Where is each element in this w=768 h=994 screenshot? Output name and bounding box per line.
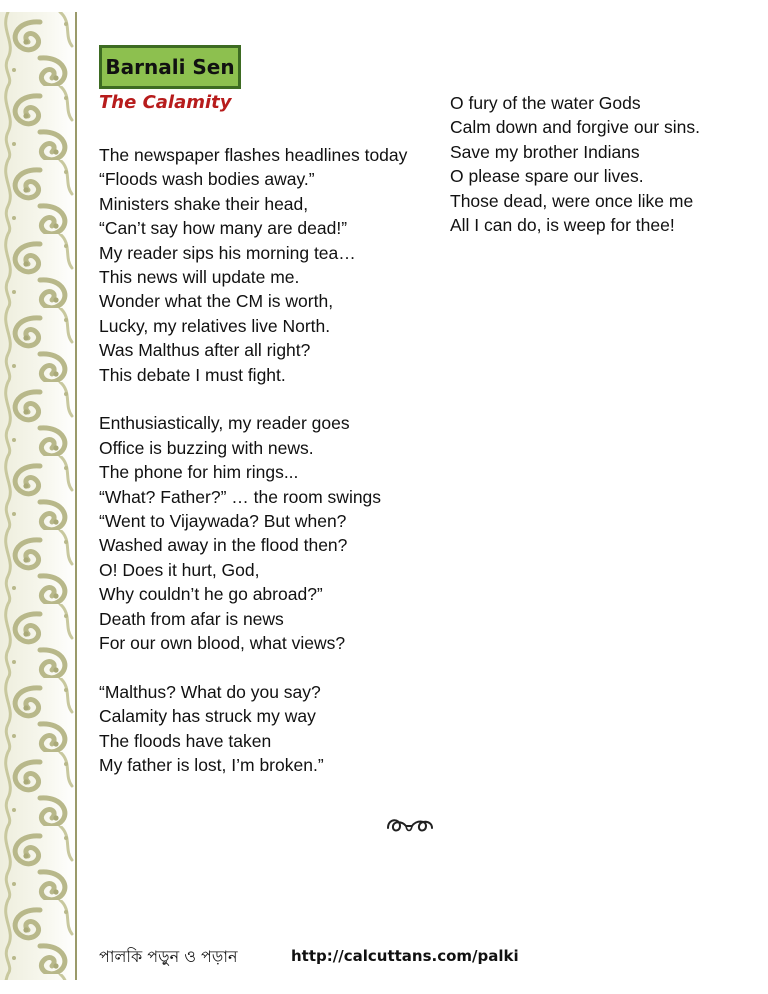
- poem-line: This news will update me.: [99, 267, 300, 288]
- footer-url-link[interactable]: http://calcuttans.com/palki: [291, 947, 519, 965]
- poem-line: All I can do, is weep for thee!: [450, 215, 675, 236]
- poem-line: “Floods wash bodies away.”: [99, 169, 315, 190]
- author-name: Barnali Sen: [105, 55, 235, 79]
- poem-line: Was Malthus after all right?: [99, 340, 311, 361]
- poem-line: Those dead, were once like me: [450, 190, 694, 211]
- poem-line: O! Does it hurt, God,: [99, 559, 260, 580]
- poem-line: Save my brother Indians: [450, 141, 640, 162]
- poem-stanza: [450, 91, 700, 237]
- poem-line: “Can’t say how many are dead!”: [99, 218, 348, 239]
- poem-line: “Went to Vijaywada? But when?: [99, 511, 347, 532]
- poem-line: This debate I must fight.: [99, 364, 286, 385]
- poem-line: The newspaper flashes headlines today: [99, 145, 408, 165]
- poem-line: “What? Father?” … the room swings: [99, 486, 382, 507]
- poem-line: Office is buzzing with news.: [99, 437, 314, 458]
- poem-column-right: [450, 91, 700, 262]
- poem-title: The Calamity: [99, 92, 232, 113]
- poem-line: The phone for him rings...: [99, 462, 299, 483]
- poem-stanza: [99, 680, 407, 778]
- poem-line: Lucky, my relatives live North.: [99, 315, 331, 336]
- scroll-ornament-icon: [0, 12, 82, 980]
- poem-line: For our own blood, what views?: [99, 633, 346, 654]
- author-name-box: [99, 45, 241, 89]
- poem-line: My father is lost, I’m broken.”: [99, 755, 324, 776]
- poem-line: Washed away in the flood then?: [99, 535, 348, 556]
- poem-stanza: [99, 143, 407, 387]
- footer-magazine-name: পালকি পড়ুন ও পড়ান: [99, 947, 238, 966]
- poem-line: O fury of the water Gods: [450, 93, 641, 113]
- poem-line: Calamity has struck my way: [99, 706, 316, 727]
- poem-line: Death from afar is news: [99, 608, 284, 629]
- poem-line: “Malthus? What do you say?: [99, 681, 321, 702]
- poem-line: O please spare our lives.: [450, 166, 644, 187]
- poem-line: Why couldn’t he go abroad?”: [99, 584, 323, 605]
- poem-column-left: [99, 143, 407, 802]
- poem-line: My reader sips his morning tea…: [99, 242, 356, 263]
- poem-stanza: [99, 411, 407, 655]
- decorative-border: [0, 12, 82, 980]
- poem-line: The floods have taken: [99, 730, 272, 751]
- poem-line: Calm down and forgive our sins.: [450, 117, 700, 138]
- poem-line: Ministers shake their head,: [99, 193, 309, 214]
- ornament-separator-icon: [382, 812, 438, 838]
- poem-line: Wonder what the CM is worth,: [99, 291, 334, 312]
- poem-line: Enthusiastically, my reader goes: [99, 413, 350, 434]
